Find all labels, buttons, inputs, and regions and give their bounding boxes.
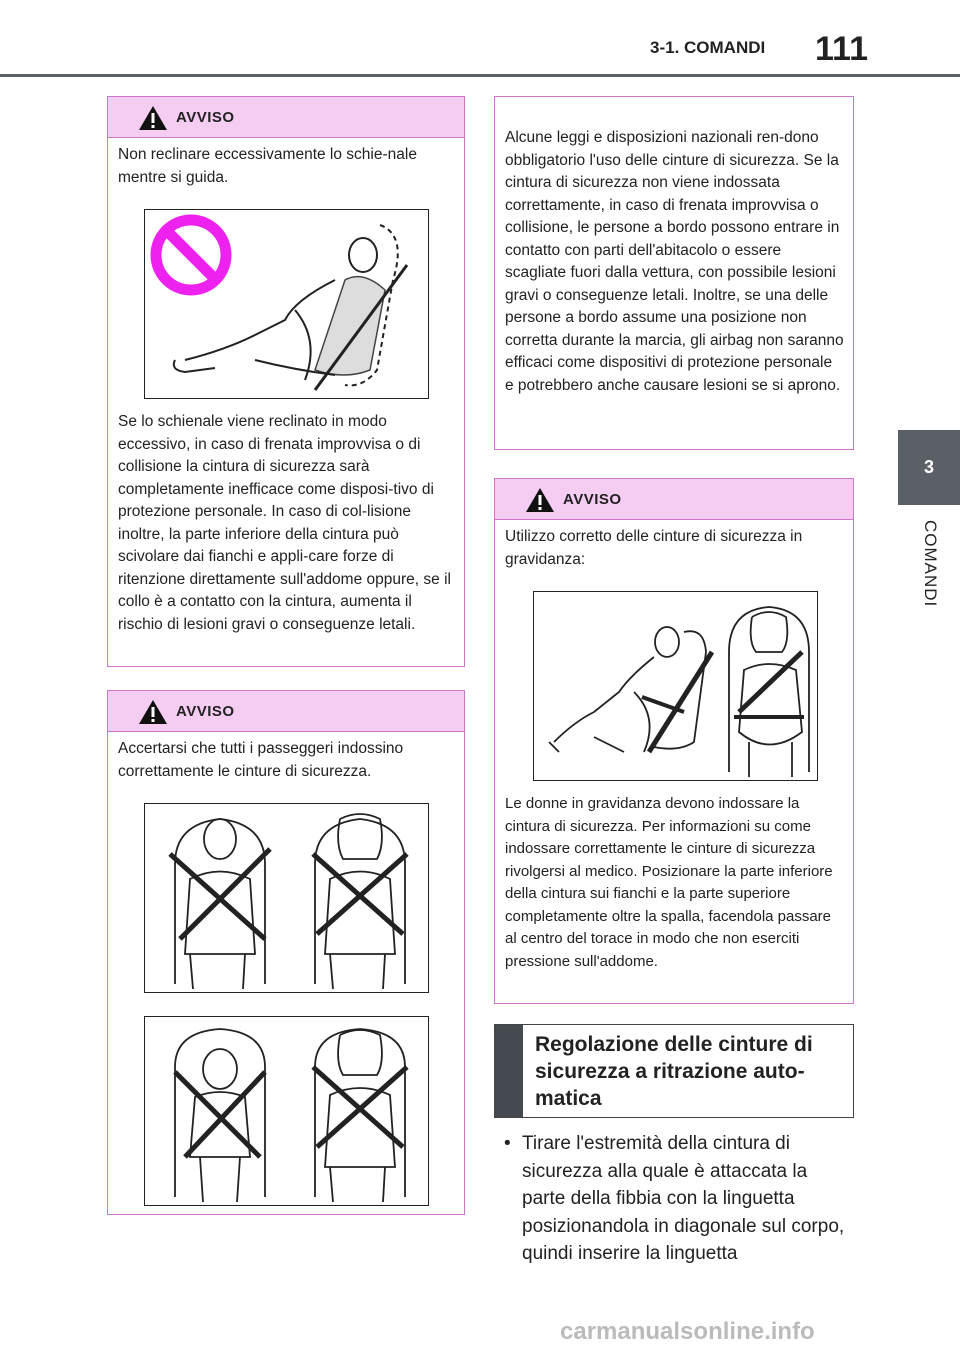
warning-body: Se lo schienale viene reclinato in modo eccessivo, in caso di frenata improvvisa o di collisione la cintura di sicurezza sarà completamente inefficace come disposi-tivo di protezione personale. In caso di col-lisione inoltre, la parte inferiore della cintura può scivolare dai fianchi e appli-care forze di ritenzione direttamente sull'addome oppure, se il collo è a contatto con la cintura, aumenta il rischio di lesioni gravi o conseguenze letali.	[118, 413, 451, 633]
page-number: 111	[815, 30, 868, 68]
warning-header	[108, 97, 464, 138]
warning-triangle-icon	[525, 487, 555, 513]
warning-box-passengers	[107, 690, 465, 1215]
chapter-label: COMANDI	[921, 520, 940, 608]
heading-accent	[495, 1025, 523, 1117]
info-text: Alcune leggi e disposizioni nazionali ren-dono obbligatorio l'uso delle cinture di sicurezza. Se la cintura di sicurezza non viene indossata correttamente, in caso di frenata improvvisa o collisione, le persone a bordo possono entrare in contatto con parti dell'abitacolo o essere scagliate fuori dalla vettura, con possibile lesioni gravi o conseguenze letali. Inoltre, se una delle persone a bordo assume una posizione non corretta durante la marcia, gli airbag non saranno efficaci come dispositivi di protezione personale e potrebbero anche causare lesioni se si aprono.	[505, 129, 844, 394]
info-box-laws	[494, 96, 854, 450]
reclined-seat-figure	[144, 209, 429, 399]
watermark: carmanualsonline.info	[560, 1318, 815, 1345]
section-title: 3-1. COMANDI	[650, 38, 766, 57]
pregnant-passenger-figure	[533, 591, 818, 781]
warning-box-recline	[107, 96, 465, 667]
warning-box-pregnancy	[494, 478, 854, 1004]
bullet-text: Tirare l'estremità della cintura di sicurezza alla quale è attaccata la parte della fibbia con la linguetta posizionandola in diagonale sul corpo, quindi inserire la linguetta	[522, 1133, 845, 1264]
adult-passengers-figure	[144, 803, 429, 993]
section-heading	[494, 1024, 854, 1118]
warning-header	[495, 479, 853, 520]
header-rule	[0, 74, 960, 77]
warning-triangle-icon	[138, 105, 168, 131]
heading-text: Regolazione delle cinture di sicurezza a ritrazione auto-matica	[535, 1033, 813, 1110]
warning-intro: Non reclinare eccessivamente lo schie-nale mentre si guida.	[118, 146, 417, 186]
child-passengers-figure	[144, 1016, 429, 1206]
warning-header	[108, 691, 464, 732]
chapter-tab[interactable]: 3	[898, 430, 960, 505]
warning-intro: Accertarsi che tutti i passeggeri indossino correttamente le cinture di sicurezza.	[118, 740, 404, 780]
warning-triangle-icon	[138, 699, 168, 725]
warning-label: AVVISO	[563, 491, 622, 508]
warning-label: AVVISO	[176, 703, 235, 720]
bullet-dot: •	[504, 1133, 511, 1154]
prohibition-icon	[156, 220, 226, 290]
warning-label: AVVISO	[176, 109, 235, 126]
warning-body: Le donne in gravidanza devono indossare la cintura di sicurezza. Per informazioni su come indossare correttamente le cinture di sicurezza rivolgersi al medico. Posizionare la parte inferiore della cintura sui fianchi e la parte superiore completamente oltre la spalla, facendola passare al centro del torace in modo che non eserciti pressione sull'addome.	[505, 795, 833, 970]
warning-intro: Utilizzo corretto delle cinture di sicurezza in gravidanza:	[505, 528, 803, 568]
